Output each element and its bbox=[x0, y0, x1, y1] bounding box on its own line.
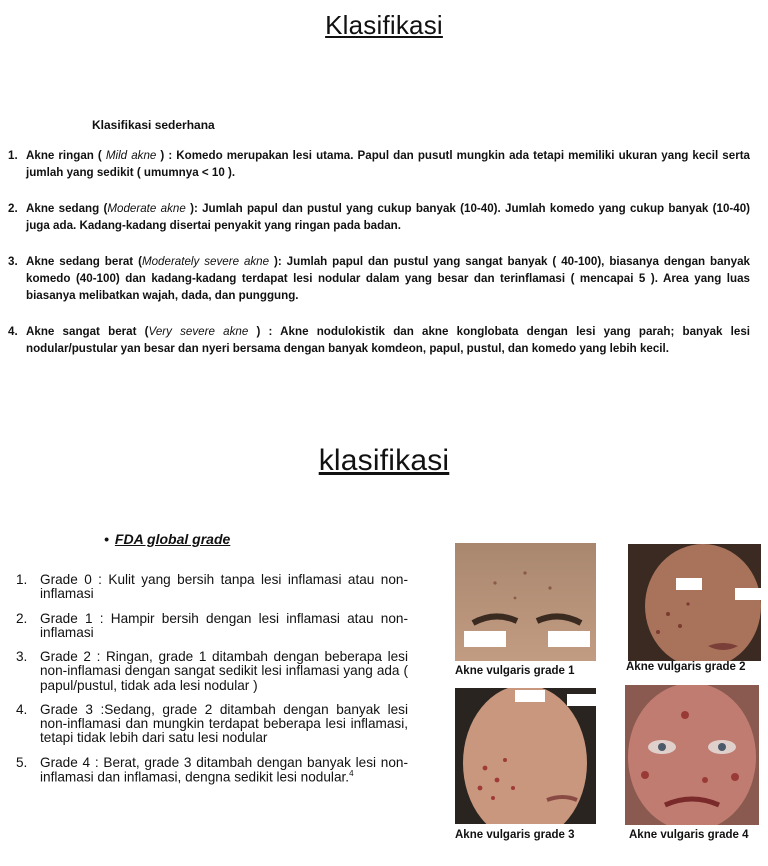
item-number: 4. bbox=[8, 324, 18, 338]
item-number: 5. bbox=[16, 754, 28, 770]
grade-text: Grade 3 :Sedang, grade 2 ditambah dengan banyak lesi non-inflamasi dan mungkin terdapat beberapa lesi inflamasi, tetapi tidak lebih dari satu lesi nodular bbox=[40, 701, 408, 746]
bullet-icon: • bbox=[104, 531, 109, 547]
citation-superscript: 4 bbox=[349, 768, 354, 778]
item-number: 1. bbox=[8, 149, 18, 162]
fda-grade-list bbox=[16, 573, 408, 795]
item-prefix: Akne ringan ( bbox=[26, 149, 102, 162]
item-term: Very severe akne bbox=[148, 324, 257, 338]
item-text: ) : Komedo merupakan lesi utama. Papul dan pusutl mungkin ada tetapi memiliki ukuran yang kecil serta jumlah yang sedikit ( umumnya < 10 ). bbox=[26, 149, 751, 180]
item-number: 1. bbox=[16, 572, 28, 587]
list-item bbox=[16, 612, 408, 641]
list-item bbox=[16, 650, 408, 693]
item-text: ) : Akne nodulokistik dan akne konglobata dengan lesi yang parah; banyak lesi nodular/pustular yan besar dan nyeri bersama dengan banyak komdeon, papul, pustul, dan komedo yang lebih kecil. bbox=[26, 324, 751, 356]
list-item bbox=[8, 323, 750, 358]
item-number: 2. bbox=[16, 610, 28, 626]
redaction-box bbox=[567, 694, 596, 706]
item-prefix: Akne sedang ( bbox=[26, 201, 108, 215]
grade-text: Grade 2 : Ringan, grade 1 ditambah dengan beberapa lesi non-inflamasi dengan sangat sedikit lesi inflamasi yang ada ( papul/pustul, tidak ada lesi nodular ) bbox=[40, 649, 408, 693]
item-prefix: Akne sangat berat ( bbox=[26, 324, 149, 338]
list-item bbox=[8, 200, 750, 235]
item-term: Moderately severe akne bbox=[141, 254, 275, 268]
item-prefix: Akne sedang berat ( bbox=[26, 254, 142, 268]
simple-classification-list bbox=[8, 147, 750, 358]
list-item bbox=[16, 573, 408, 602]
grade-text: Grade 4 : Berat, grade 3 ditambah dengan banyak lesi non-inflamasi dan inflamasi, dengna sedikit lesi nodular. bbox=[40, 754, 408, 785]
list-item bbox=[16, 756, 408, 785]
redaction-box bbox=[735, 588, 761, 600]
item-number: 4. bbox=[16, 701, 28, 717]
photo-caption: Akne vulgaris grade 3 bbox=[455, 829, 575, 841]
item-number: 2. bbox=[8, 201, 18, 215]
photo-grade-1 bbox=[455, 543, 596, 661]
item-term: Moderate akne bbox=[107, 201, 191, 215]
redaction-box bbox=[515, 690, 545, 702]
redaction-box bbox=[676, 578, 702, 590]
item-number: 3. bbox=[8, 254, 18, 268]
item-number: 3. bbox=[16, 649, 28, 665]
redaction-box bbox=[464, 631, 506, 647]
item-term: Mild akne bbox=[101, 149, 161, 162]
slide1-subheading: Klasifikasi sederhana bbox=[92, 118, 215, 132]
item-text: ): Jumlah papul dan pustul yang cukup banyak (10-40). Jumlah komedo yang cukup banyak (10-40) juga ada. Kadang-kadang disertai penyakit yang ringan pada badan. bbox=[26, 201, 751, 233]
photo-grade-2 bbox=[628, 544, 761, 661]
list-item bbox=[8, 147, 750, 182]
grade-text: Grade 1 : Hampir bersih dengan lesi inflamasi atau non-inflamasi bbox=[40, 610, 408, 640]
redaction-box bbox=[548, 631, 590, 647]
item-text: ): Jumlah papul dan pustul yang sangat banyak ( 40-100), biasanya dengan banyak komedo (40-100) dan kadang-kadang terdapat lesi nodular dalam yang besar dan terinflamasi ( mencapai 5 ). Area yang luas biasanya melibatkan wajah, dada, dan punggung. bbox=[26, 254, 750, 303]
photo-grade-4 bbox=[625, 685, 759, 825]
fda-heading bbox=[104, 531, 230, 547]
photo-caption: Akne vulgaris grade 1 bbox=[455, 665, 575, 677]
slide2-title: klasifikasi bbox=[318, 444, 450, 477]
grade-text: Grade 0 : Kulit yang bersih tanpa lesi inflamasi atau non-inflamasi bbox=[40, 572, 408, 602]
fda-heading-label: FDA global grade bbox=[114, 531, 231, 547]
photo-caption: Akne vulgaris grade 2 bbox=[626, 661, 746, 673]
photo-caption: Akne vulgaris grade 4 bbox=[629, 829, 749, 841]
list-item bbox=[16, 703, 408, 746]
slide1-title: Klasifikasi bbox=[325, 10, 443, 40]
list-item bbox=[8, 253, 750, 305]
photo-grade-3 bbox=[455, 688, 596, 824]
